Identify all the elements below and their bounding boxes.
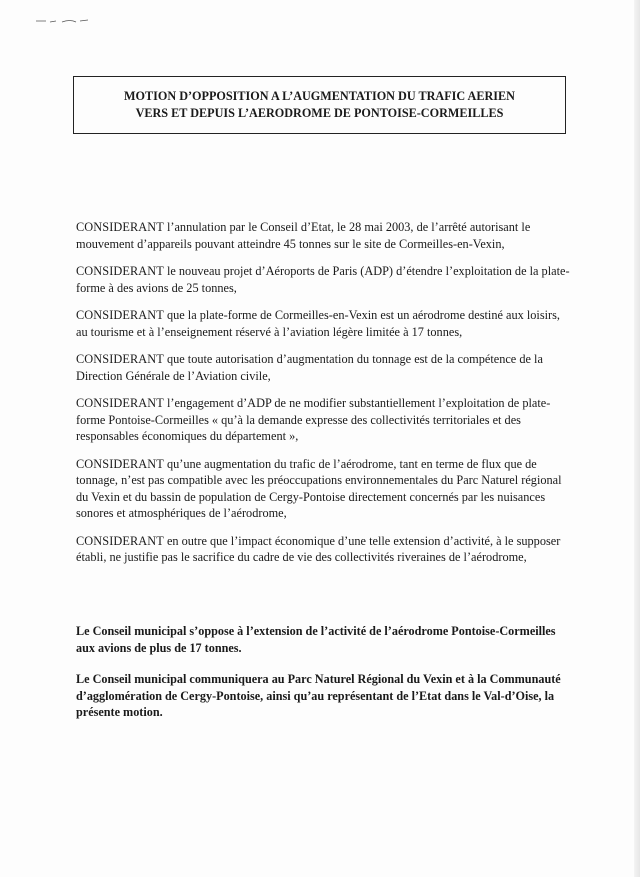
considerant-keyword: CONSIDERANT (76, 220, 164, 234)
considerant-keyword: CONSIDERANT (76, 456, 164, 471)
considerant-text: qu’une augmentation du trafic de l’aérodrome, tant en terme de flux que de tonnage, n’est pas compatible avec les préoccupations environnementales du Parc Naturel régional du Vexin et du bassin de population de Cergy-Pontoise directement concernés par les nuisances sonores et atmosphériques de l’aérodrome, (76, 456, 562, 520)
considerant-text: que toute autorisation d’augmentation du tonnage est de la compétence de la Direction Générale de l’Aviation civile, (76, 352, 543, 383)
scan-edge-shadow (634, 0, 640, 877)
resolutions-section (76, 623, 572, 736)
title-line-1: MOTION D’OPPOSITION A L’AUGMENTATION DU TRAFIC AERIEN (124, 89, 515, 103)
resolution-paragraph: Le Conseil municipal s’oppose à l’extension de l’activité de l’aérodrome Pontoise-Cormeilles aux avions de plus de 17 tonnes. (76, 624, 556, 655)
considerant-paragraph (76, 307, 572, 340)
considerant-paragraph (76, 263, 572, 296)
considerant-text: en outre que l’impact économique d’une telle extension d’activité, à le supposer établi, ne justifie pas le sacrifice du cadre de vie des collectivités riveraines de l’aérodrome, (76, 533, 561, 564)
resolution-paragraph: Le Conseil municipal communiquera au Parc Naturel Régional du Vexin et à la Communauté d’agglomération de Cergy-Pontoise, ainsi qu’au représentant de l’Etat dans le Val-d’Oise, la présente motion. (76, 672, 561, 719)
considerant-keyword: CONSIDERANT (76, 308, 164, 322)
considerant-text: que la plate-forme de Cormeilles-en-Vexin est un aérodrome destiné aux loisirs, au tourisme et à l’enseignement réservé à l’aviation légère limitée à 17 tonnes, (76, 308, 560, 339)
considerant-paragraph (76, 395, 572, 445)
considerant-keyword: CONSIDERANT (76, 352, 164, 366)
considerants-section (76, 219, 572, 577)
considerant-keyword: CONSIDERANT (76, 264, 164, 278)
scan-artifact-mark (36, 18, 88, 24)
considerant-paragraph (76, 456, 572, 522)
considerant-paragraph (76, 533, 572, 566)
considerant-text: le nouveau projet d’Aéroports de Paris (ADP) d’étendre l’exploitation de la plate-forme à des avions de 25 tonnes, (76, 264, 570, 295)
considerant-text: l’engagement d’ADP de ne modifier substantiellement l’exploitation de plate-forme Pontoise-Cormeilles « qu’à la demande expresse des collectivités territoriales et des responsables économiques du département », (76, 396, 551, 443)
title-box (73, 76, 566, 134)
considerant-keyword: CONSIDERANT (76, 533, 164, 548)
considerant-keyword: CONSIDERANT (76, 396, 164, 410)
title-line-2: VERS ET DEPUIS L’AERODROME DE PONTOISE-CORMEILLES (135, 106, 504, 120)
considerant-text: l’annulation par le Conseil d’Etat, le 28 mai 2003, de l’arrêté autorisant le mouvement d’appareils pouvant atteindre 45 tonnes sur le site de Cormeilles-en-Vexin, (76, 220, 531, 251)
considerant-paragraph (76, 219, 572, 252)
considerant-paragraph (76, 351, 572, 384)
